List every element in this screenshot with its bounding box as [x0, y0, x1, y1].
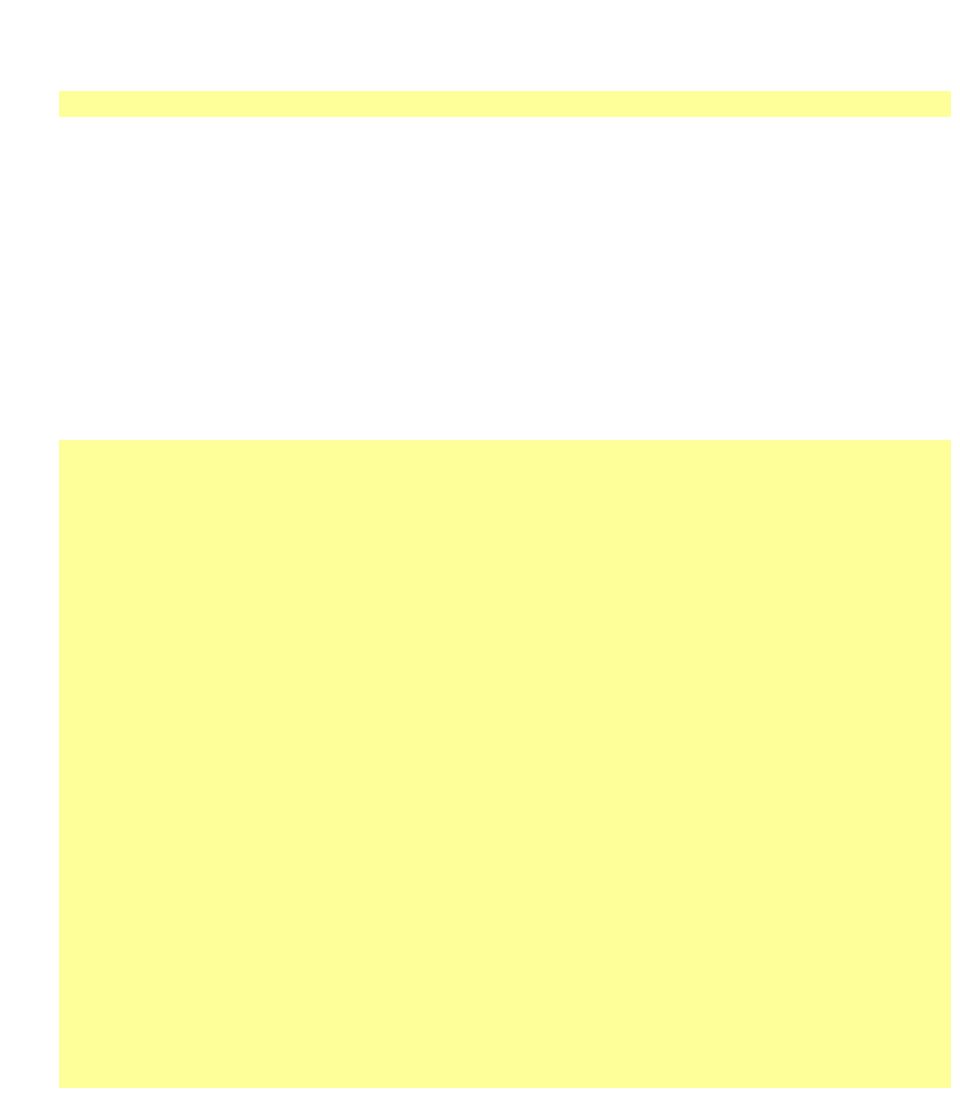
telnet-command	[64, 143, 951, 169]
c-program-skeleton	[59, 440, 951, 1088]
telnet-code-block	[59, 91, 951, 117]
